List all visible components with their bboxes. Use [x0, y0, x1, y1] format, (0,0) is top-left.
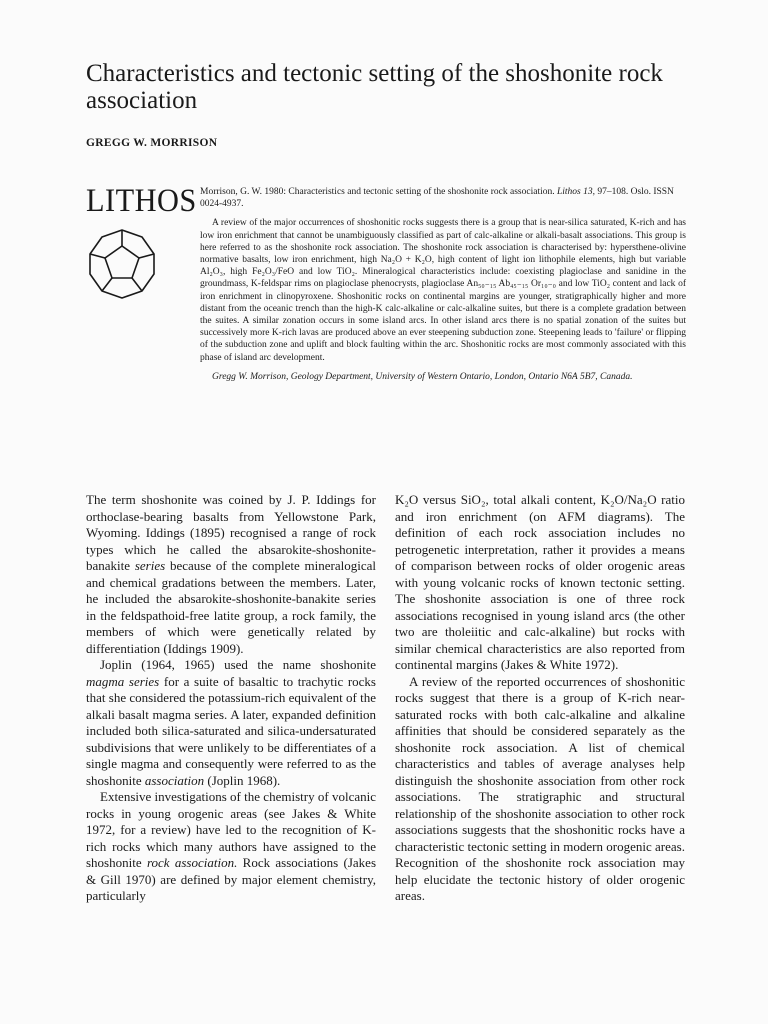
journal-logo-text: LITHOS	[86, 183, 197, 219]
body-paragraph: Extensive investigations of the chemistry of volcanic rocks in young orogenic areas (see Jakes & White 1972, for a review) have led to the recognition of K-rich rocks which many authors have assigned to the shoshonite rock association. Rock associations (Jakes & Gill 1970) are defined by major element chemistry, particularly	[86, 789, 377, 903]
body-paragraph: A review of the reported occurrences of shoshonitic rocks suggest that there is a group of K-rich near-saturated rocks with both calc-alkaline and alkaline affinities that should be considered separately as the shoshonite rock association. A list of chemical characteristics and tables of average analyses help distinguish the shoshonite association from other rock associations. The stratigraphic and structural relationship of the shoshonite association to other rock associations suggests that the shoshonitic rocks have a characteristic tectonic setting in modern orogenic areas. Recognition of the shoshonite rock association may help elucidate the tectonic history of older orogenic areas.	[395, 673, 685, 903]
body-paragraph: K₂O versus SiO₂, total alkali content, K₂O/Na₂O ratio and iron enrichment (on AFM diagrams). The definition of each rock association includes no petrogenetic interpretation, rather it provides a means of comparison between rocks of older orogenic areas with young volcanic rocks of known tectonic setting. The shoshonite association is one of three rock associations recognised in young island arcs (the other two are tholeiitic and calc-alkaline) but rocks with similar chemical characteristics are also reported from continental margins (Jakes & White 1972).	[395, 492, 685, 672]
author-address: Gregg W. Morrison, Geology Department, University of Western Ontario, London, Ontario N6A 5B7, Canada.	[212, 371, 633, 382]
citation-suffix: 97–108. Oslo. ISSN 0024-4937.	[200, 187, 674, 210]
article-title: Characteristics and tectonic setting of the shoshonite rock association	[86, 60, 663, 114]
journal-logo	[86, 183, 197, 219]
abstract-text: A review of the major occurrences of shoshonitic rocks suggests there is a group that is near-silica saturated, K-rich and has low iron enrichment that cannot be unambiguously classified as part of calc-alkaline or alkali-basalt associations. This group is here referred to as the shoshonite rock association. The shoshonite rock association is characterised by: hypersthene-olivine normative basalts, low iron enrichment, high Na₂O + K₂O, high content of light ion lithophile elements, high but variable Al₂O₃, high Fe₂O₃/FeO and low TiO₂. Mineralogical characteristics include: coexisting plagioclase and sanidine in the groundmass, K-feldspar rims on plagioclase phenocrysts, plagioclase An₅₀₋₁₅ Ab₄₅₋₁₅ Or₁₀₋₀ and low TiO₂ content and lack of iron enrichment in clinopyroxene. Shoshonitic rocks on continental margins are younger, stratigraphically higher and more distant from the oceanic trench than the high-K calc-alkaline or calc-alkaline suites, but there is a complete gradation between the suites. A similar zonation occurs in some island arcs. In other island arcs there is no spatial zonation of the suites but successively more K-rich lavas are produced above an ever steepening subduction zone. Steepening leads to 'failure' or flipping of the subduction zone and uplift and block faulting within the arc. Shoshonitic rocks are most commonly associated with this phase of island arc development.	[200, 218, 686, 363]
citation	[200, 186, 686, 210]
body-column-right	[395, 492, 685, 905]
abstract-block	[200, 186, 686, 383]
body-paragraph: Joplin (1964, 1965) used the name shoshonite magma series for a suite of basaltic to trachytic rocks that she considered the potassium-rich equivalent of the alkali basalt magma series. A later, expanded definition included both silica-saturated and silica-undersaturated subdivisions that were unlikely to be differentiates of a single magma and consequently were referred to as the shoshonite association (Joplin 1968).	[86, 657, 376, 788]
author-name: GREGG W. MORRISON	[86, 137, 218, 149]
body-column-left	[86, 492, 376, 905]
citation-journal: Lithos 13,	[556, 187, 595, 197]
body-paragraph: The term shoshonite was coined by J. P. Iddings for orthoclase-bearing basalts from Yellowstone Park, Wyoming. Iddings (1895) recognised a range of rock types which he called the absarokite-shoshonite-banakite series because of the complete mineralogical and chemical gradations between the members. Later, he included the absarokite-shoshonite-banakite series in the feldspathoid-free latite group, a rock family, the members of which were genetically related by differentiation (Iddings 1909).	[86, 492, 377, 656]
citation-prefix: Morrison, G. W. 1980: Characteristics and tectonic setting of the shoshonite rock association.	[200, 187, 555, 197]
dodecahedron-icon	[86, 228, 158, 300]
